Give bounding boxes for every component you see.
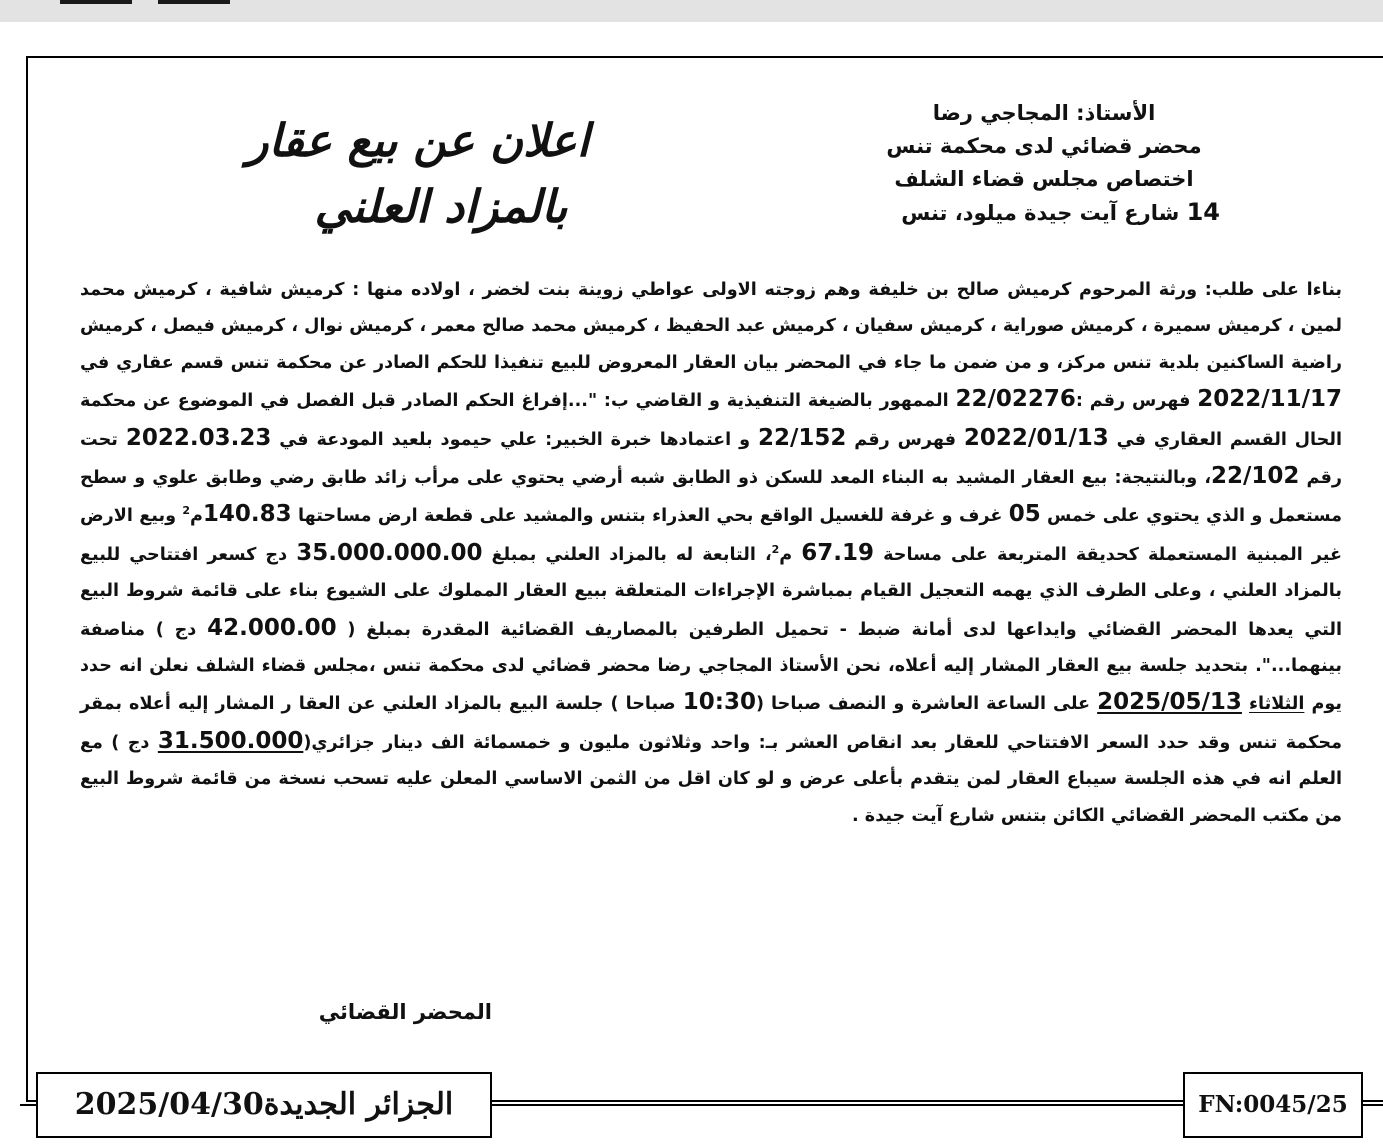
body-text-segment: الممهور بالضيغة التنفيذية و القاضي ب: "...إفراغ الحكم الصادر قبل الفصل في الموضوع عن محكمة الحال القسم العقاري في bbox=[80, 391, 1342, 450]
newspaper-name: الجزائر الجديدة bbox=[263, 1087, 454, 1122]
body-text-segment: على الساعة العاشرة و النصف صباحا ( bbox=[755, 694, 1098, 715]
body-text-segment: دج كسعر افتتاحي للبيع بالمزاد العلني ، وعلى الطرف الذي يهمه التعجيل القيام بمباشرة الإجراءات المتعلقة ببيع العقار المملوك على الشيوع بناء على قائمة شروط البيع التي يعدها المحضر القضائي وايداعها لدى أمانة ضبط - تحميل الطرفين بالمصاريف القضائية المقدرة بمبلغ ( bbox=[80, 544, 1343, 640]
publication-date: 2025/04/30 bbox=[74, 1087, 264, 1122]
land-area: 140.83 bbox=[202, 501, 292, 528]
title-line-1: اعلان عن بيع عقار bbox=[246, 114, 590, 167]
session-time: 10:30 bbox=[682, 689, 756, 716]
body-text-segment: بناءا على طلب: ورثة المرحوم كرميش صالح بن خليفة وهم زوجته الاولى عواطي زوينة بنت لخضر ، اولاده منها : كرميش شافية ، كرميش محمد لمين ، كرميش سميرة ، كرميش صوراية ، كرميش سفيان ، كرميش عبد الحفيظ ، كرميش محمد صالح معمر ، كرميش نوال ، كرميش فيصل ، كرميش راضية الساكنين بلدية تنس مركز، و من ضمن ما جاء في المحضر بيان العقار المعروض للبيع تنفيذا للحكم الصادر عن محكمة تنس قسم عقاري في bbox=[80, 280, 1342, 373]
bailiff-address bbox=[868, 196, 1220, 230]
session-day: الثلاثاء bbox=[1249, 694, 1305, 715]
body-text-segment: تحت رقم bbox=[80, 429, 1342, 489]
reference-box bbox=[1183, 1072, 1363, 1138]
body-text-segment: دج ) مناصفة بينهما...". بتحديد جلسة بيع العقار المشار إليه أعلاه، نحن الأستاذ المجاجي رضا محضر قضائي لدى محكمة تنس ،مجلس قضاء الشلف نعلن انه حدد يوم bbox=[80, 619, 1342, 715]
body-text-segment: غرف و غرفة للغسيل الواقع بحي العذراء بتنس والمشيد على قطعة ارض مساحتها bbox=[291, 506, 1009, 527]
page-top-strip bbox=[0, 0, 1383, 22]
deposit-number: 22/102 bbox=[1211, 463, 1300, 490]
body-text-segment: و اعتمادها خبرة الخبير: علي حيمود بلعيد المودعة في bbox=[271, 429, 758, 450]
announcement-body bbox=[80, 272, 1342, 834]
rooms-count: 05 bbox=[1008, 501, 1041, 528]
reference-number: FN:0045/25 bbox=[1198, 1091, 1348, 1118]
costs-amount: 42.000.00 bbox=[207, 614, 337, 641]
bailiff-jurisdiction: اختصاص مجلس قضاء الشلف bbox=[894, 167, 1194, 191]
strip-bar-right bbox=[158, 0, 230, 4]
interim-index-number: 22/152 bbox=[757, 424, 847, 451]
bailiff-name: الأستاذ: المجاجي رضا bbox=[932, 101, 1156, 125]
area-unit-exponent: 2 bbox=[771, 542, 780, 556]
publication-box bbox=[36, 1072, 492, 1138]
address-text: شارع آيت جيدة ميلود، تنس bbox=[901, 201, 1187, 225]
judgment-date: 2022/11/17 bbox=[1197, 386, 1343, 413]
area-unit: م bbox=[779, 544, 793, 565]
body-text-segment: صباحا ) جلسة البيع بالمزاد العلني عن العقا ر المشار إليه أعلاه بمقر محكمة تنس وقد حدد السعر الافتتاحي للعقار بعد انقاص العشر بـ: واحد وثلاثون مليون و خمسمائة الف دينار جزائري( bbox=[80, 694, 1342, 753]
body-text-segment: فهرس رقم : bbox=[1075, 391, 1198, 412]
bailiff-header bbox=[868, 97, 1220, 230]
opening-price: 35.000.000.00 bbox=[296, 539, 483, 566]
area-unit: م bbox=[190, 506, 203, 527]
body-text-segment: دج ) مع العلم انه في هذه الجلسة سيباع العقار لمن يتقدم بأعلى عرض و لو كان اقل من الثمن الاساسي المعلن عليه تسحب نسخة من قائمة شروط البيع من مكتب المحضر القضائي الكائن بتنس شارع آيت جيدة . bbox=[80, 732, 1342, 826]
signature: المحضر القضائي bbox=[318, 1000, 492, 1024]
strip-bar-left bbox=[60, 0, 132, 4]
interim-judgment-date: 2022/01/13 bbox=[963, 424, 1109, 451]
session-date: 2025/05/13 bbox=[1097, 689, 1242, 716]
expertise-deposit-date: 2022.03.23 bbox=[125, 424, 272, 451]
body-text-segment: ، التابعة له بالمزاد العلني بمبلغ bbox=[482, 544, 772, 565]
reduced-price: 31.500.000 bbox=[157, 727, 304, 754]
title-line-2: بالمزاد العلني bbox=[314, 180, 568, 233]
body-text-segment: وبيع الارض غير المبنية المستعملة كحديقة المتربعة على مساحة bbox=[80, 506, 1342, 565]
address-number: 14 bbox=[1186, 198, 1220, 226]
announcement-title bbox=[208, 108, 628, 240]
body-text-segment: فهرس رقم bbox=[846, 429, 964, 450]
body-text-segment: ، وبالنتيجة: بيع العقار المشيد به البناء المعد للسكن ذو الطابق شبه أرضي يحتوي على مرأب زائد طابق رضي وطابق علوي و سطح مستعمل و الذي يحتوي على خمس bbox=[80, 468, 1343, 527]
garden-area: 67.19 bbox=[801, 539, 875, 566]
bailiff-court: محضر قضائي لدى محكمة تنس bbox=[886, 134, 1202, 158]
index-number: 22/02276 bbox=[955, 386, 1076, 413]
area-unit-exponent: 2 bbox=[182, 504, 191, 518]
